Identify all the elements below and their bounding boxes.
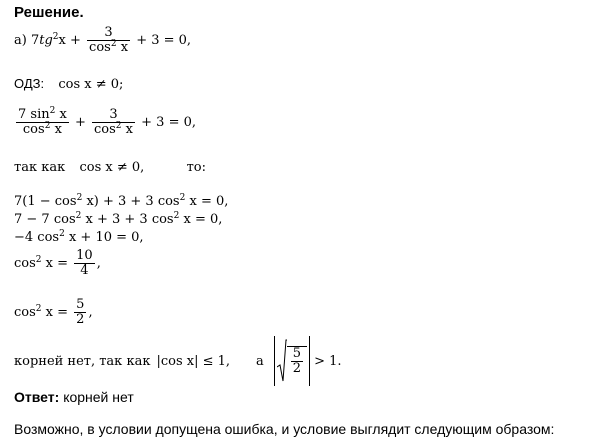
then-word: то: (186, 160, 206, 175)
domain-condition: cos x ≠ 0; (58, 77, 124, 92)
solution-heading: Решение. (14, 4, 84, 21)
abs-sqrt-expression (274, 336, 310, 386)
equation-a: а) $7tg^2x$ + $\frac{3}{\cos^2 x}$ + 3 = 0, (14, 25, 192, 55)
fraction-sqrt: $\frac{5}{2}$ (292, 346, 302, 376)
answer-line (14, 389, 134, 405)
fraction (87, 26, 130, 55)
because-word: так как (14, 160, 66, 175)
equation-tail: + 3 = 0, (141, 115, 196, 130)
coefficient: 7 (30, 33, 40, 48)
because-line (14, 160, 206, 175)
conclusion-line (14, 334, 342, 388)
equation-tail: + 3 = 0, (136, 33, 192, 48)
domain-line (14, 76, 123, 92)
sqrt-symbol (277, 339, 307, 383)
radical-sign-icon (277, 339, 287, 383)
fraction-three: $\frac{3}{\cos^2 x}$ (94, 107, 133, 137)
exponent: 2 (52, 32, 59, 42)
equation-line-2: 7 − 7 $\cos^2 x + 3 + 3$ $\cos^2 x = 0$, (14, 211, 223, 227)
answer-text: корней нет (63, 389, 134, 405)
tg-func: tg (39, 33, 53, 48)
fraction-ten-fourths: $\frac{10}{4}$ (76, 248, 93, 278)
variable: x (58, 33, 66, 48)
footer-note: Возможно, в условии допущена ошибка, и условие выглядит следующим образом: (14, 421, 555, 437)
fraction-numerator: 3 (104, 25, 113, 40)
fraction-denominator: $\cos^2 x$ (89, 39, 129, 55)
fraction-sin: $\frac{7 \sin^2 x}{\cos^2 x}$ (18, 106, 67, 137)
cos-equation-2: $\cos^2 x$ = $\frac{5}{2}$ , (14, 297, 93, 327)
conclusion-text: корней нет, так как (14, 353, 151, 369)
equation-line-1: $7(1 - \cos^2 x) + 3 + 3$ $\cos^2 x = 0$, (14, 193, 229, 209)
because-condition: cos x ≠ 0, (79, 160, 145, 175)
abs-cos-condition: |cos x| ≤ 1, (156, 353, 231, 369)
answer-label: Ответ: (14, 389, 60, 405)
cos-equation-1: $\cos^2 x$ = $\frac{10}{4}$ , (14, 248, 101, 278)
and-word: а (256, 353, 264, 369)
domain-label: ОДЗ: (14, 76, 45, 91)
fraction-five-halves: $\frac{5}{2}$ (76, 297, 85, 327)
part-label: а) (14, 33, 27, 48)
equation-line-3: −4 $\cos^2 x + 10 = 0$, (14, 229, 144, 245)
equation-step1: $\frac{7 \sin^2 x}{\cos^2 x}$ + $\frac{3}{\cos^2 x}$ + 3 = 0, (18, 106, 196, 137)
greater-than-one: > 1. (314, 353, 342, 369)
